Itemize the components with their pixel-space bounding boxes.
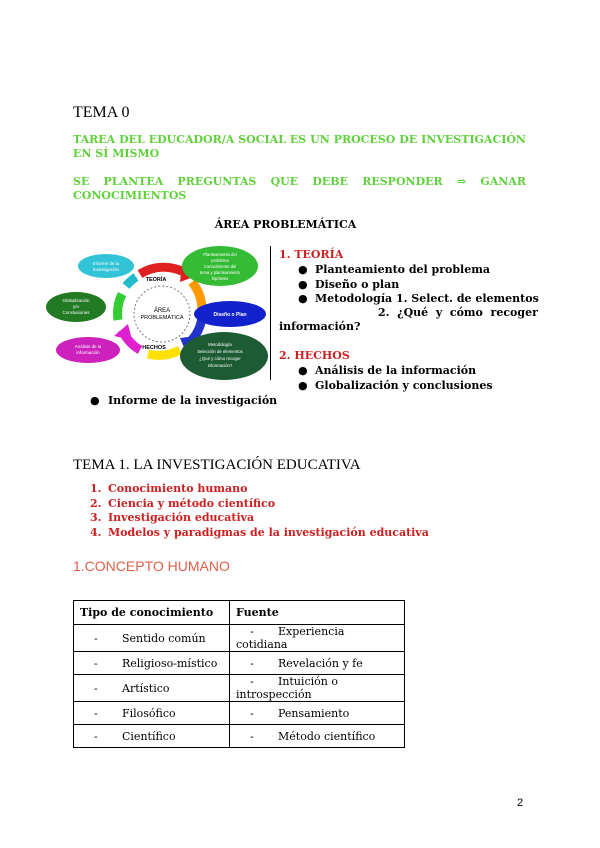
table-row — [74, 725, 405, 748]
box-metod-l4: información? — [207, 363, 233, 368]
cell-tipo: Sentido común — [122, 631, 206, 645]
teoria-label: TEORÍA — [145, 277, 167, 283]
green-statement-1: TAREA DEL EDUCADOR/A SOCIAL ES UN PROCESO DE INVESTIGACIÓN EN SÍ MISMO — [73, 133, 526, 160]
box-glob-l1: Globalización — [62, 298, 90, 303]
box-informe-l2: investigación — [92, 267, 120, 272]
bullet-dot: ● — [90, 394, 100, 407]
area-problematica-diagram — [44, 244, 270, 382]
table-row — [74, 702, 405, 725]
green-statement-2-cont: CONOCIMIENTOS — [73, 189, 187, 202]
center-circle — [134, 286, 190, 342]
teoria-item: Planteamiento del problema — [315, 263, 491, 276]
ring-green — [118, 294, 122, 320]
arrow-magenta — [114, 324, 132, 340]
knowledge-table — [73, 600, 405, 748]
cell-fuente: Pensamiento — [278, 706, 350, 720]
box-glob-l2: y/o — [72, 304, 80, 309]
cell-tipo: Religioso-místico — [122, 656, 218, 670]
table-row — [74, 625, 405, 652]
cell-fuente: Intuición o introspección — [236, 675, 338, 701]
table-row — [74, 652, 405, 675]
table-row — [74, 675, 405, 702]
teoria-heading: 1. TEORÍA — [279, 248, 344, 261]
teoria-item: Diseño o plan — [315, 278, 400, 291]
cell-fuente: Método científico — [278, 729, 376, 743]
box-glob-l3: Conclusiones — [62, 310, 90, 315]
tema1-item: Modelos y paradigmas de la investigación educativa — [108, 526, 429, 539]
dash: - — [250, 625, 254, 638]
box-plant-l4: tema y planteamiento — [199, 270, 241, 275]
tema1-item-num: 1. — [90, 482, 102, 495]
box-metod-l2: Selección de elementos — [197, 349, 243, 354]
center-label-1: ÁREA — [153, 308, 171, 314]
tema0-title: TEMA 0 — [73, 104, 130, 121]
box-metod-l3: ¿Qué y cómo recoger — [199, 356, 241, 361]
box-informe — [78, 254, 134, 278]
tema1-item-num: 2. — [90, 497, 102, 510]
bullet-dot: ● — [298, 278, 308, 291]
hechos-item: Globalización y conclusiones — [315, 379, 493, 392]
concepto-heading: 1.CONCEPTO HUMANO — [73, 558, 230, 574]
tema1-item: Investigación educativa — [108, 511, 255, 524]
teoria-sub-b: información? — [279, 320, 361, 333]
header-fuente: Fuente — [230, 601, 405, 625]
dash: - — [94, 656, 98, 670]
box-metod-l1: Metodología — [208, 342, 232, 347]
informe-item: Informe de la investigación — [108, 394, 278, 407]
box-plant-l1: Planteamiento del — [203, 252, 237, 257]
tema1-title: TEMA 1. LA INVESTIGACIÓN EDUCATIVA — [73, 457, 361, 473]
dash: - — [250, 675, 254, 688]
tema1-item-num: 4. — [90, 526, 102, 539]
diagram-divider — [270, 246, 271, 380]
cell-tipo: Científico — [122, 729, 176, 743]
cell-tipo: Artístico — [122, 681, 170, 695]
hechos-item: Análisis de la información — [315, 364, 477, 377]
header-tipo: Tipo de conocimiento — [74, 601, 230, 625]
teoria-sub-a: 2. ¿Qué y cómo recoger — [378, 306, 538, 319]
dash: - — [94, 681, 98, 695]
ring-cyan — [126, 277, 136, 286]
bullet-dot: ● — [298, 379, 308, 392]
box-informe-l1: Informe de la — [92, 261, 120, 266]
dash: - — [94, 706, 98, 720]
dash: - — [94, 631, 98, 645]
dash: - — [250, 656, 254, 670]
dash: - — [250, 729, 254, 743]
table-header-row — [74, 601, 405, 625]
tema1-item: Conocimiento humano — [108, 482, 248, 495]
cell-fuente: Revelación y fe — [278, 656, 363, 670]
box-plant-l5: hipótesis — [211, 276, 229, 281]
page-number: 2 — [517, 797, 524, 809]
bullet-dot: ● — [298, 292, 308, 305]
bullet-dot: ● — [298, 364, 308, 377]
green-statement-2: SE PLANTEA PREGUNTAS QUE DEBE RESPONDER ⇒ GANAR — [73, 175, 526, 188]
ring-orange — [192, 282, 202, 310]
dash: - — [250, 706, 254, 720]
tema1-item: Ciencia y método científico — [108, 497, 276, 510]
box-diseno-label: Diseño o Plan — [213, 312, 247, 318]
ring-red — [140, 267, 184, 274]
dash: - — [94, 729, 98, 743]
hechos-heading: 2. HECHOS — [279, 349, 350, 362]
cell-fuente: Experiencia cotidiana — [236, 625, 345, 651]
box-plant-l3: Conocimiento del — [203, 264, 237, 269]
box-analisis-l1: Análisis de la — [74, 344, 102, 349]
bullet-dot: ● — [298, 263, 308, 276]
center-label-2: PROBLEMÁTICA — [140, 315, 184, 321]
box-analisis-l2: información — [76, 350, 100, 355]
teoria-item: Metodología 1. Select. de elementos — [315, 292, 539, 305]
cell-tipo: Filosófico — [122, 706, 176, 720]
box-plant-l2: problema — [211, 258, 229, 263]
area-problematica-title: ÁREA PROBLEMÁTICA — [214, 218, 357, 231]
hechos-label: HECHOS — [142, 345, 166, 351]
tema1-item-num: 3. — [90, 511, 102, 524]
